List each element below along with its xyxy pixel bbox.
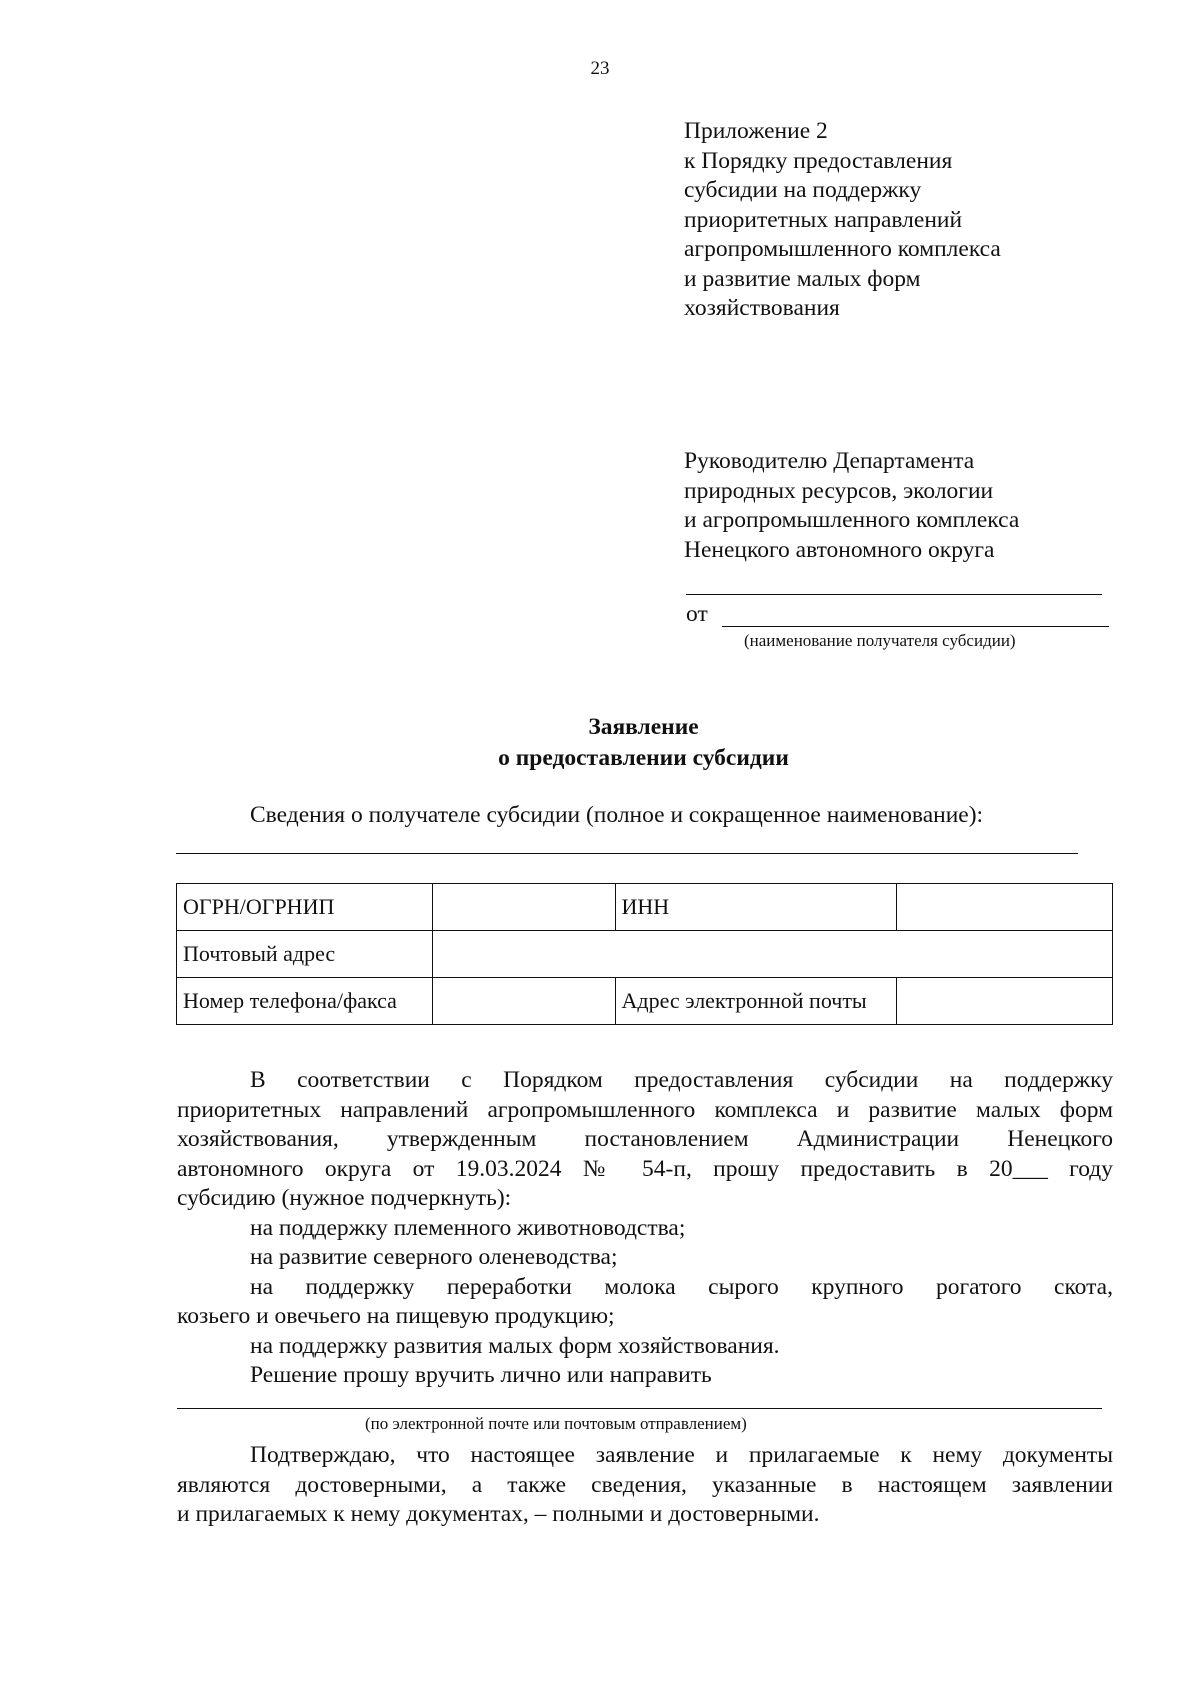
appendix-line: субсидии на поддержку xyxy=(684,177,922,203)
appendix-line: агропромышленного комплекса xyxy=(684,236,1001,262)
confirmation-paragraph xyxy=(177,1441,1113,1530)
from-blank-line[interactable] xyxy=(722,626,1109,627)
delivery-method-caption: (по электронной почте или почтовым отправлением) xyxy=(365,1414,747,1433)
addressee-line: Ненецкого автономного округа xyxy=(684,536,995,563)
inn-field[interactable] xyxy=(897,884,1113,931)
postal-address-field[interactable] xyxy=(432,931,1112,978)
table-row xyxy=(177,978,1113,1025)
paragraph-line: хозяйствования, утвержденным постановлением Администрации Ненецкого xyxy=(177,1126,1113,1152)
addressee-line: природных ресурсов, экологии xyxy=(684,477,994,504)
document-title xyxy=(0,712,1200,774)
delivery-method-line[interactable] xyxy=(177,1408,1102,1409)
phone-label: Номер телефона/факса xyxy=(177,978,433,1025)
paragraph-line: субсидию (нужное подчеркнуть): xyxy=(177,1185,512,1211)
paragraph-line: автономного округа от 19.03.2024 № 54-п, прошу предоставить в 20___ году xyxy=(177,1155,1113,1182)
page-number: 23 xyxy=(590,58,610,79)
paragraph-line: В соответствии с Порядком предоставления субсидии на поддержку xyxy=(250,1067,1113,1093)
recipient-details-table xyxy=(176,883,1113,1025)
subsidy-option-4[interactable]: на поддержку развития малых форм хозяйствования. xyxy=(250,1332,780,1359)
postal-address-label: Почтовый адрес xyxy=(177,931,433,978)
addressee-block xyxy=(684,447,1019,565)
phone-field[interactable] xyxy=(432,978,615,1025)
title-line: Заявление xyxy=(588,714,699,740)
appendix-line: к Порядку предоставления xyxy=(684,147,953,174)
addressee-line: и агропромышленного комплекса xyxy=(684,507,1020,533)
recipient-name-line[interactable] xyxy=(176,853,1078,854)
appendix-line: хозяйствования xyxy=(684,295,840,321)
recipient-info-label: Сведения о получателе субсидии (полное и сокращенное наименование): xyxy=(250,802,984,828)
confirmation-line: являются достоверными, а также сведения, указанные в настоящем заявлении xyxy=(177,1471,1113,1498)
email-field[interactable] xyxy=(897,978,1113,1025)
appendix-reference xyxy=(684,117,1001,324)
addressee-blank-line[interactable] xyxy=(686,594,1102,595)
email-label: Адрес электронной почты xyxy=(615,978,897,1025)
inn-label: ИНН xyxy=(615,884,897,931)
title-line: о предоставлении субсидии xyxy=(498,745,789,771)
subsidy-option-2[interactable]: на развитие северного оленеводства; xyxy=(250,1244,618,1270)
ogrn-field[interactable] xyxy=(432,884,615,931)
from-caption: (наименование получателя субсидии) xyxy=(744,631,1016,650)
request-paragraph xyxy=(177,1066,1113,1391)
table-row xyxy=(177,884,1113,931)
table-row xyxy=(177,931,1113,978)
appendix-line: и развитие малых форм xyxy=(684,265,921,292)
appendix-line: приоритетных направлений xyxy=(684,206,963,233)
subsidy-option-3[interactable]: на поддержку переработки молока сырого крупного рогатого скота, xyxy=(250,1273,1113,1300)
confirmation-line: и прилагаемых к нему документах, – полными и достоверными. xyxy=(177,1501,820,1527)
addressee-line: Руководителю Департамента xyxy=(684,448,975,474)
subsidy-option-1[interactable]: на поддержку племенного животноводства; xyxy=(250,1214,686,1241)
delivery-method-label: Решение прошу вручить лично или направить xyxy=(250,1362,712,1388)
ogrn-label: ОГРН/ОГРНИП xyxy=(177,884,433,931)
from-label: от xyxy=(686,601,708,627)
appendix-line: Приложение 2 xyxy=(684,118,828,144)
paragraph-line: приоритетных направлений агропромышленного комплекса и развитие малых форм xyxy=(177,1096,1113,1123)
subsidy-option-3-continued[interactable]: козьего и овечьего на пищевую продукцию; xyxy=(177,1303,615,1329)
confirmation-line: Подтверждаю, что настоящее заявление и прилагаемые к нему документы xyxy=(250,1442,1113,1468)
